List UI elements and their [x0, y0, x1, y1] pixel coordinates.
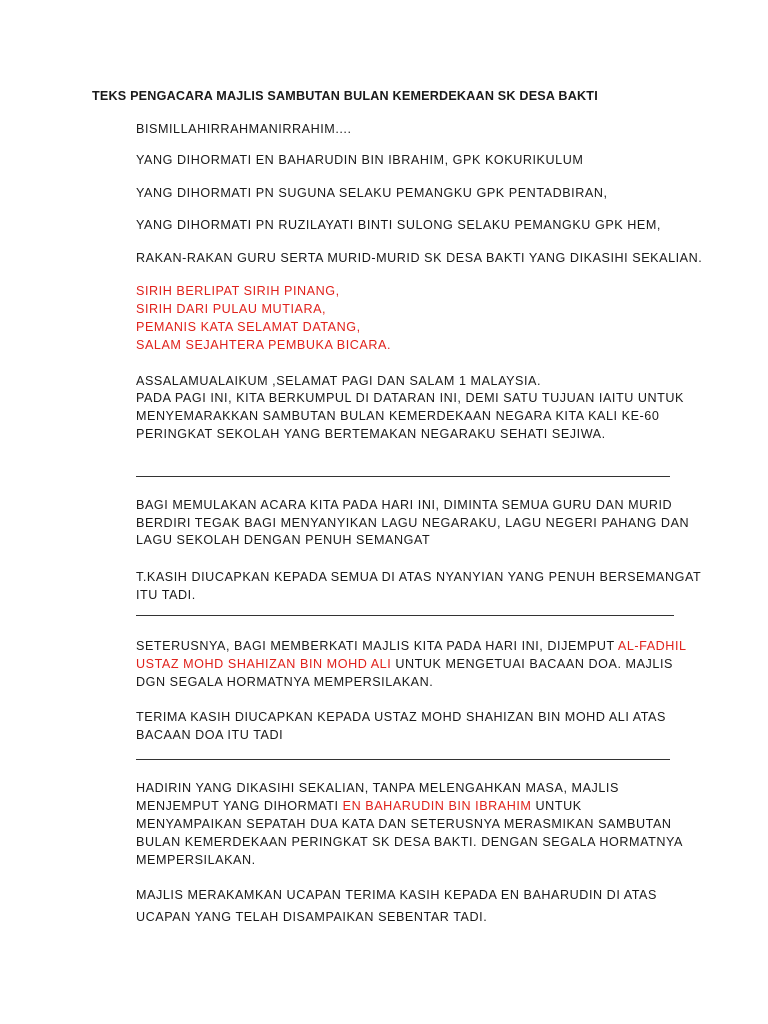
- doa-honorific: AL-FADHIL: [617, 639, 687, 653]
- doa-text: UNTUK MENGETUAI BACAAN DOA. MAJLIS: [391, 657, 673, 671]
- pantun-line-2: SIRIH DARI PULAU MUTIARA,: [136, 302, 327, 316]
- closing-line-2: UCAPAN YANG TELAH DISAMPAIKAN SEBENTAR TADI.: [136, 910, 488, 924]
- opening-line-2: PADA PAGI INI, KITA BERKUMPUL DI DATARAN INI, DEMI SATU TUJUAN IAITU UNTUK: [136, 391, 685, 405]
- thanks-doa-line-2: BACAAN DOA ITU TADI: [136, 728, 284, 742]
- anthem-line-2: BERDIRI TEGAK BAGI MENYANYIKAN LAGU NEGARAKU, LAGU NEGERI PAHANG DAN: [136, 516, 690, 530]
- document-title: TEKS PENGACARA MAJLIS SAMBUTAN BULAN KEMERDEKAAN SK DESA BAKTI: [92, 89, 598, 103]
- speech-line-2: [136, 798, 582, 816]
- thanks-doa-line-1: TERIMA KASIH DIUCAPKAN KEPADA USTAZ MOHD SHAHIZAN BIN MOHD ALI ATAS: [136, 710, 666, 724]
- thanks-anthem-line-2: ITU TADI.: [136, 588, 196, 602]
- divider-line: [136, 759, 670, 760]
- guest-name: EN BAHARUDIN BIN IBRAHIM: [342, 799, 532, 813]
- speech-text: MENJEMPUT YANG DIHORMATI: [136, 799, 343, 813]
- greeting-line-2: YANG DIHORMATI PN SUGUNA SELAKU PEMANGKU GPK PENTADBIRAN,: [136, 186, 608, 200]
- doa-text: SETERUSNYA, BAGI MEMBERKATI MAJLIS KITA PADA HARI INI, DIJEMPUT: [136, 639, 618, 653]
- greeting-line-1: YANG DIHORMATI EN BAHARUDIN BIN IBRAHIM, GPK KOKURIKULUM: [136, 153, 584, 167]
- pantun-line-4: SALAM SEJAHTERA PEMBUKA BICARA.: [136, 338, 392, 352]
- doa-line-2: [136, 656, 673, 674]
- doa-line-1: [136, 638, 687, 656]
- greeting-line-4: RAKAN-RAKAN GURU SERTA MURID-MURID SK DESA BAKTI YANG DIKASIHI SEKALIAN.: [136, 251, 703, 265]
- speech-line-4: BULAN KEMERDEKAAN PERINGKAT SK DESA BAKTI. DENGAN SEGALA HORMATNYA: [136, 835, 683, 849]
- opening-line-3: MENYEMARAKKAN SAMBUTAN BULAN KEMERDEKAAN NEGARA KITA KALI KE-60: [136, 409, 660, 423]
- opening-line-4: PERINGKAT SEKOLAH YANG BERTEMAKAN NEGARAKU SEHATI SEJIWA.: [136, 427, 606, 441]
- anthem-line-1: BAGI MEMULAKAN ACARA KITA PADA HARI INI, DIMINTA SEMUA GURU DAN MURID: [136, 498, 673, 512]
- thanks-anthem-line-1: T.KASIH DIUCAPKAN KEPADA SEMUA DI ATAS NYANYIAN YANG PENUH BERSEMANGAT: [136, 570, 702, 584]
- anthem-line-3: LAGU SEKOLAH DENGAN PENUH SEMANGAT: [136, 533, 431, 547]
- bismillah-line: BISMILLAHIRRAHMANIRRAHIM....: [136, 122, 352, 136]
- ustaz-name: USTAZ MOHD SHAHIZAN BIN MOHD ALI: [136, 657, 392, 671]
- speech-line-1: HADIRIN YANG DIKASIHI SEKALIAN, TANPA MELENGAHKAN MASA, MAJLIS: [136, 781, 619, 795]
- closing-line-1: MAJLIS MERAKAMKAN UCAPAN TERIMA KASIH KEPADA EN BAHARUDIN DI ATAS: [136, 888, 657, 902]
- greeting-line-3: YANG DIHORMATI PN RUZILAYATI BINTI SULONG SELAKU PEMANGKU GPK HEM,: [136, 218, 661, 232]
- pantun-line-1: SIRIH BERLIPAT SIRIH PINANG,: [136, 284, 340, 298]
- speech-line-3: MENYAMPAIKAN SEPATAH DUA KATA DAN SETERUSNYA MERASMIKAN SAMBUTAN: [136, 817, 672, 831]
- pantun-line-3: PEMANIS KATA SELAMAT DATANG,: [136, 320, 361, 334]
- opening-line-1: ASSALAMUALAIKUM ,SELAMAT PAGI DAN SALAM 1 MALAYSIA.: [136, 374, 542, 388]
- speech-text: UNTUK: [531, 799, 582, 813]
- divider-line: [136, 476, 670, 477]
- speech-line-5: MEMPERSILAKAN.: [136, 853, 256, 867]
- divider-line: [136, 615, 674, 616]
- doa-line-3: DGN SEGALA HORMATNYA MEMPERSILAKAN.: [136, 675, 434, 689]
